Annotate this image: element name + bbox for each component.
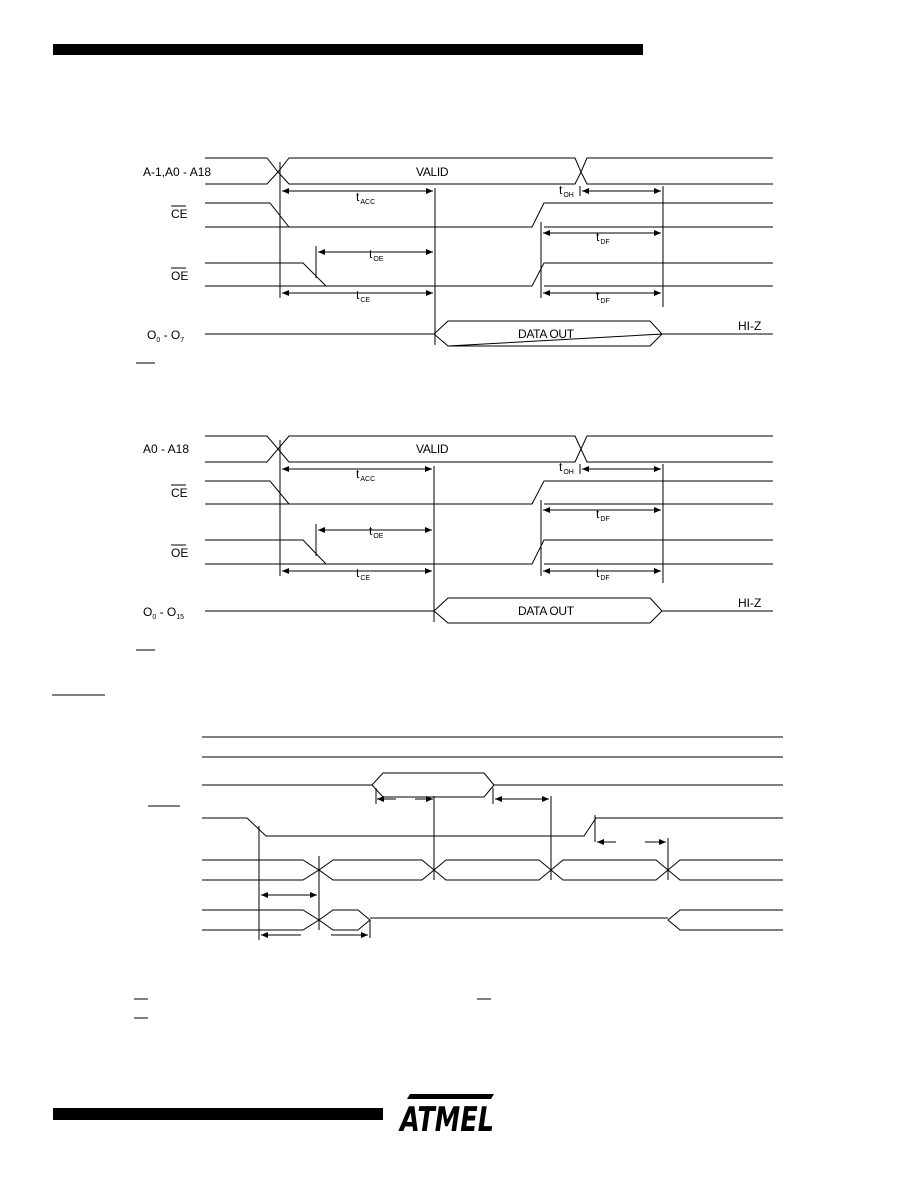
data-out-label: DATA OUT <box>518 327 574 341</box>
toe-label: $t_{OE}$ <box>369 247 384 263</box>
tacc-label: $t_{ACC}$ <box>356 190 376 206</box>
hiz-label-2: HI-Z <box>738 596 762 610</box>
hiz-label: HI-Z <box>738 319 762 333</box>
data-signal-label-2: $O_0 - O_{15}$ <box>143 605 185 621</box>
tdf-ce-arrow <box>543 230 661 236</box>
tdf-ce-arrow-2 <box>543 507 661 513</box>
data-out-waveform <box>205 321 662 346</box>
tce-label-2: $t_{CE}$ <box>356 566 371 582</box>
timing-diagram-1 <box>136 158 773 363</box>
valid-label-2: VALID <box>416 442 449 456</box>
footer-rule <box>53 1108 383 1120</box>
logo-text: ATMEL <box>397 1100 494 1140</box>
valid-label: VALID <box>416 165 449 179</box>
toe-label-2: $t_{OE}$ <box>369 524 384 540</box>
toh-arrow-2 <box>582 466 661 472</box>
data-signal-label: $O_0 - O_7$ <box>147 328 185 344</box>
ce-waveform <box>205 203 773 227</box>
timing-diagram-3 <box>148 737 783 940</box>
tdf-ce-label-2: $t_{DF}$ <box>596 507 610 523</box>
address-signal-label: A-1,A0 - A18 <box>143 165 212 179</box>
oe-waveform <box>205 263 773 286</box>
oe-signal-label: OE <box>171 269 189 283</box>
toh-label: $t_{OH}$ <box>559 183 574 199</box>
toh-label-2: $t_{OH}$ <box>559 460 574 476</box>
address-signal-label-2: A0 - A18 <box>143 442 190 456</box>
data-out-label-2: DATA OUT <box>518 604 574 618</box>
oe-waveform-2 <box>205 540 773 564</box>
ce-waveform-2 <box>205 481 773 504</box>
tacc-label-2: $t_{ACC}$ <box>356 467 376 483</box>
address-bus-waveform <box>205 158 773 184</box>
tdf-ce-label: $t_{DF}$ <box>596 230 610 246</box>
tce-label: $t_{CE}$ <box>356 288 371 304</box>
tdf-oe-arrow-2 <box>543 568 661 574</box>
oe-signal-label-2: OE <box>171 546 189 560</box>
toe-arrow <box>318 249 433 255</box>
tdf-oe-arrow <box>543 290 661 296</box>
tdf-oe-label: $t_{DF}$ <box>596 289 610 305</box>
ce-signal-label-2: CE <box>171 486 188 500</box>
toh-arrow <box>582 188 661 194</box>
atmel-logo <box>398 1094 494 1140</box>
address-bus-waveform-2 <box>205 436 773 462</box>
timing-diagram-2 <box>136 436 773 650</box>
ce-signal-label: CE <box>171 207 188 221</box>
tdf-oe-label-2: $t_{DF}$ <box>596 566 610 582</box>
